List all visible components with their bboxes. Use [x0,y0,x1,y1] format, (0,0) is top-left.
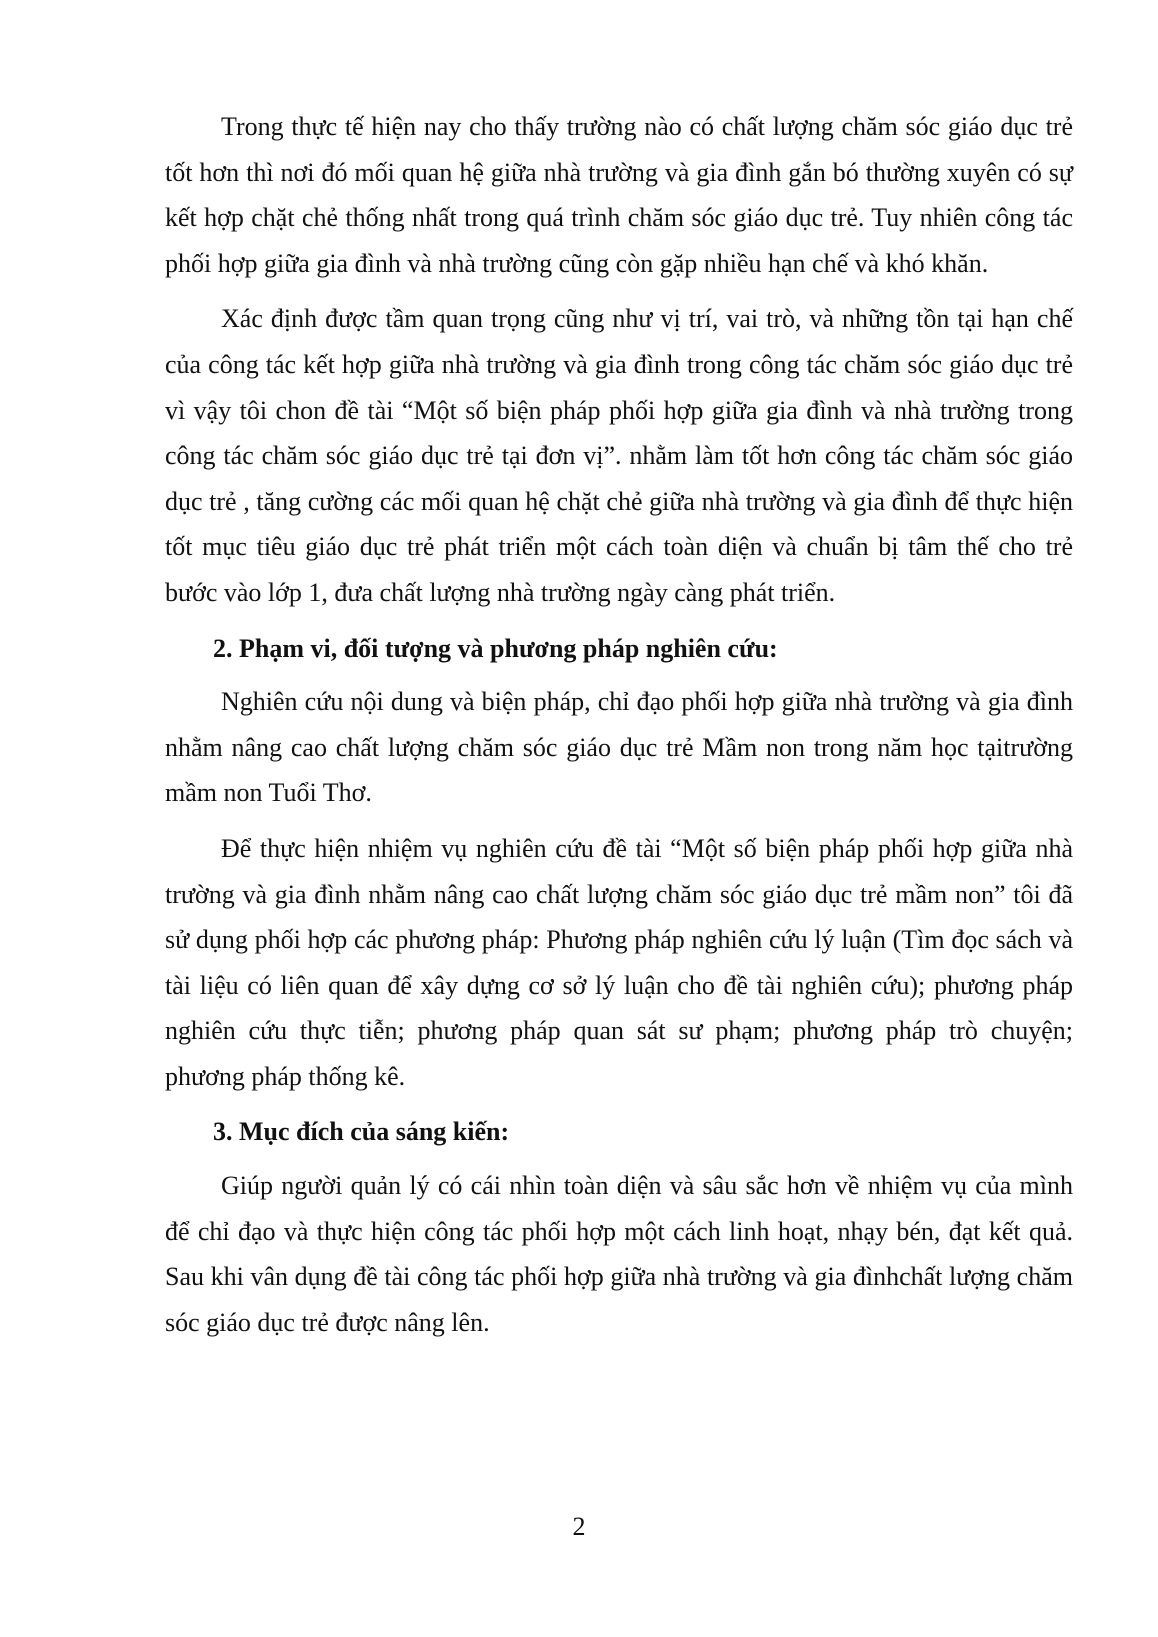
paragraph-methods: Để thực hiện nhiệm vụ nghiên cứu đề tài “Một số biện pháp phối hợp giữa nhà trường và gia đình nhằm nâng cao chất lượng chăm sóc giáo dục trẻ mầm non” tôi đã sử dụng phối hợp các phương pháp: Phương pháp nghiên cứu lý luận (Tìm đọc sách và tài liệu có liên quan để xây dựng cơ sở lý luận cho đề tài nghiên cứu); phương pháp nghiên cứu thực tiễn; phương pháp quan sát sư phạm; phương pháp trò chuyện; phương pháp thống kê. [165,833,1073,1091]
paragraph-rationale: Xác định được tầm quan trọng cũng như vị trí, vai trò, và những tồn tại hạn chế của công tác kết hợp giữa nhà trường và gia đình trong công tác chăm sóc giáo dục trẻ vì vậy tôi chon đề tài “Một số biện pháp phối hợp giữa gia đình và nhà trường trong công tác chăm sóc giáo dục trẻ tại đơn vị”. nhằm làm tốt hơn công tác chăm sóc giáo dục trẻ , tăng cường các mối quan hệ chặt chẻ giữa nhà trường và gia đình để thực hiện tốt mục tiêu giáo dục trẻ phát triển một cách toàn diện và chuẩn bị tâm thế cho trẻ bước vào lớp 1, đưa chất lượng nhà trường ngày càng phát triển. [165,304,1073,607]
page-body [165,104,1073,1345]
section-heading-purpose: 3. Mục đích của sáng kiến: [213,1117,510,1147]
paragraph-purpose: Giúp người quản lý có cái nhìn toàn diện và sâu sắc hơn về nhiệm vụ của mình để chỉ đạo và thực hiện công tác phối hợp một cách linh hoạt, nhạy bén, đạt kết quả. Sau khi vân dụng đề tài công tác phối hợp giữa nhà trường và gia đìnhchất lượng chăm sóc giáo dục trẻ được nâng lên. [165,1171,1073,1337]
page-number: 2 [572,1512,586,1541]
paragraph-context: Trong thực tế hiện nay cho thấy trường nào có chất lượng chăm sóc giáo dục trẻ tốt hơn thì nơi đó mối quan hệ giữa nhà trường và gia đình gắn bó thường xuyên có sự kết hợp chặt chẻ thống nhất trong quá trình chăm sóc giáo dục trẻ. Tuy nhiên công tác phối hợp giữa gia đình và nhà trường cũng còn gặp nhiều hạn chế và khó khăn. [165,112,1073,278]
paragraph-scope: Nghiên cứu nội dung và biện pháp, chỉ đạo phối hợp giữa nhà trường và gia đình nhằm nâng cao chất lượng chăm sóc giáo dục trẻ Mầm non trong năm học tạitrường mầm non Tuổi Thơ. [165,687,1073,808]
section-heading-scope: 2. Phạm vi, đối tượng và phương pháp nghiên cứu: [213,633,778,663]
